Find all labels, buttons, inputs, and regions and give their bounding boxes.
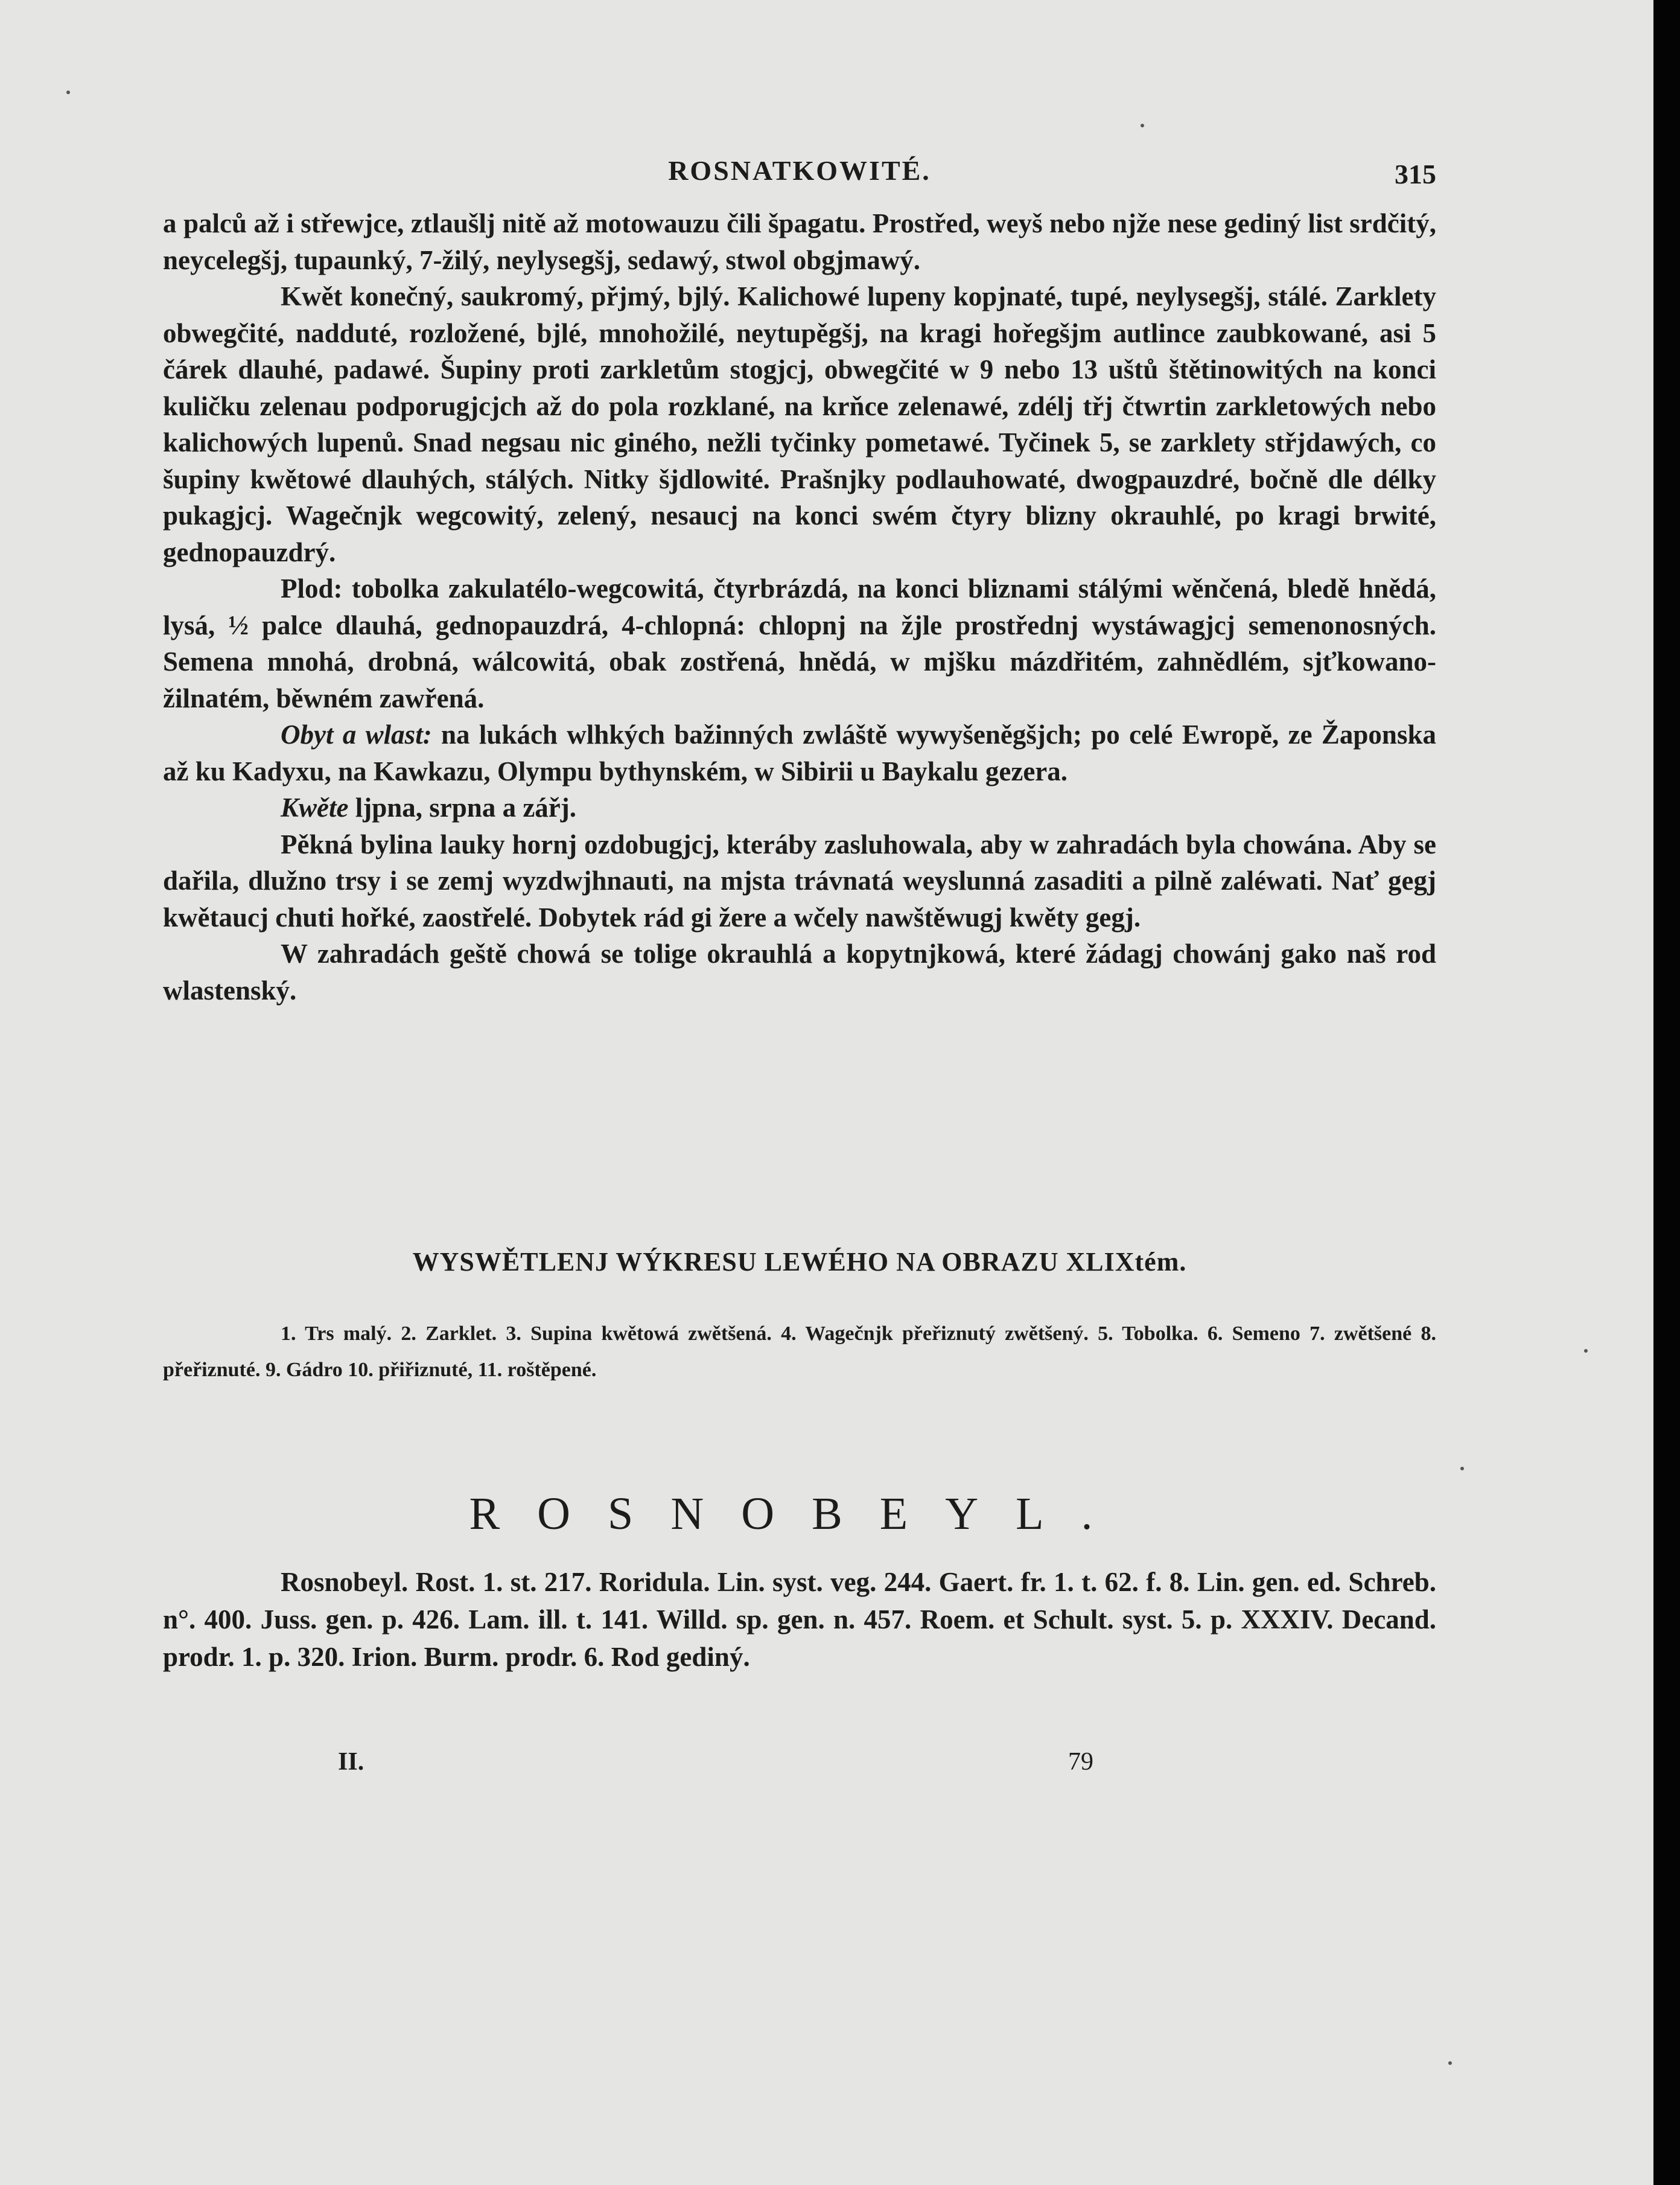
document-page <box>163 0 1436 2185</box>
paragraph <box>163 789 1436 826</box>
body-text <box>163 205 1436 1009</box>
genus-paragraph: Rosnobeyl. Rost. 1. st. 217. Roridula. Lin. syst. veg. 244. Gaert. fr. 1. t. 62. f. 8. Lin. gen. ed. Schreb. n°. 400. Juss. gen. p. 426. Lam. ill. t. 141. Willd. sp. gen. n. 457. Roem. et Schult. syst. 5. p. XXXIV. Decand. prodr. 1. p. 320. Irion. Burm. prodr. 6. Rod gediný. <box>163 1567 1436 1672</box>
paragraph <box>163 716 1436 789</box>
running-head <box>163 151 1436 193</box>
page-footer <box>163 1747 1436 1790</box>
figure-legend <box>163 1316 1436 1388</box>
paragraph: Kwět konečný, saukromý, přjmý, bjlý. Kalichowé lupeny kopjnaté, tupé, neylysegšj, stálé. Zarklety obwegčité, nadduté, rozložené, bjlé, mnohožilé, neytupěgšj, na kragi hořegšjm autlince zaubkowané, asi 5 čárek dlauhé, padawé. Šupiny proti zarkletům stogjcj, obwegčité w 9 nebo 13 uštů štětinowitých na konci kuličku zelenau podporugjcjch až do pola rozklané, na krňce zelenawé, zdélj třj čtwrtin zarkletowých nebo kalichowých lupenů. Snad negsau nic giného, nežli tyčinky pometawé. Tyčinek 5, se zarklety střjdawých, co šupiny kwětowé dlauhých, stálých. Nitky šjdlowité. Prašnjky podlauhowaté, dwogpauzdré, bočně dle délky pukagjcj. Wagečnjk wegcowitý, zelený, nesaucj na konci swém čtyry blizny okrauhlé, po kragi brwité, gednopauzdrý. <box>163 281 1436 567</box>
signature-mark: II. <box>338 1748 364 1776</box>
legend-text: 1. Trs malý. 2. Zarklet. 3. Supina kwětowá zwětšená. 4. Wagečnjk přeřiznutý zwětšený. 5. Tobolka. 6. Semeno 7. zwětšené 8. přeřiznuté. 9. Gádro 10. přiřiznuté, 11. roštěpené. <box>163 1322 1436 1381</box>
scan-border <box>1653 0 1680 2185</box>
scan-speck <box>1584 1349 1588 1353</box>
scan-speck <box>1460 1467 1464 1470</box>
scan-speck <box>66 91 70 94</box>
paragraph-text: na lukách wlhkých bažinných zwláště wywyšeněgšjch; po celé Ewropě, ze Žaponska až ku Kadyxu, na Kawkazu, Olympu bythynském, w Sibirii u Baykalu gezera. <box>163 719 1436 786</box>
paragraph: Plod: tobolka zakulatélo-wegcowitá, čtyrbrázdá, na konci bliznami stálými wěnčená, bledě hnědá, lysá, ½ palce dlauhá, gednopauzdrá, 4-chlopná: chlopnj na žjle prostřednj wystáwagjcj semenonosných. Semena mnohá, drobná, wálcowitá, obak zostřená, hnědá, w mjšku mázdřitém, zahnědlém, sjťkowano-žilnatém, běwném zawřená. <box>163 573 1436 713</box>
sheet-number: 79 <box>1068 1748 1093 1776</box>
page-number: 315 <box>1395 159 1436 190</box>
genus-references <box>163 1563 1436 1676</box>
scan-speck <box>1141 124 1144 127</box>
paragraph: Pěkná bylina lauky hornj ozdobugjcj, kteráby zasluhowala, aby w zahradách byla chowána. Aby se dařila, dlužno trsy i se zemj wyzdwjhnauti, na mjsta trávnatá weyslunná zasaditi a pilně zaléwati. Nať gegj kwětaucj chuti hořké, zaostřelé. Dobytek rád gi žere a wčely nawštěwugj kwěty gegj. <box>163 829 1436 933</box>
paragraph: a palců až i střewjce, ztlaušlj nitě až motowauzu čili špagatu. Prostřed, weyš nebo njže nese gediný list srdčitý, neycelegšj, tupaunký, 7-žilý, neylysegšj, sedawý, stwol obgjmawý. <box>163 208 1436 275</box>
paragraph: W zahradách geště chowá se tolige okrauhlá a kopytnjkowá, které žádagj chowánj gako naš rod wlastenský. <box>163 939 1436 1006</box>
paragraph-text: ljpna, srpna a zářj. <box>348 793 576 823</box>
paragraph-lead: Obyt a wlast: <box>281 719 432 750</box>
scan-speck <box>1448 2061 1452 2065</box>
page-title: ROSNATKOWITÉ. <box>668 155 931 186</box>
paragraph-lead: Kwěte <box>281 793 349 823</box>
genus-title: ROSNOBEYL. <box>469 1488 1130 1539</box>
section-heading: WYSWĚTLENJ WÝKRESU LEWÉHO NA OBRAZU XLIXtém. <box>412 1247 1187 1277</box>
